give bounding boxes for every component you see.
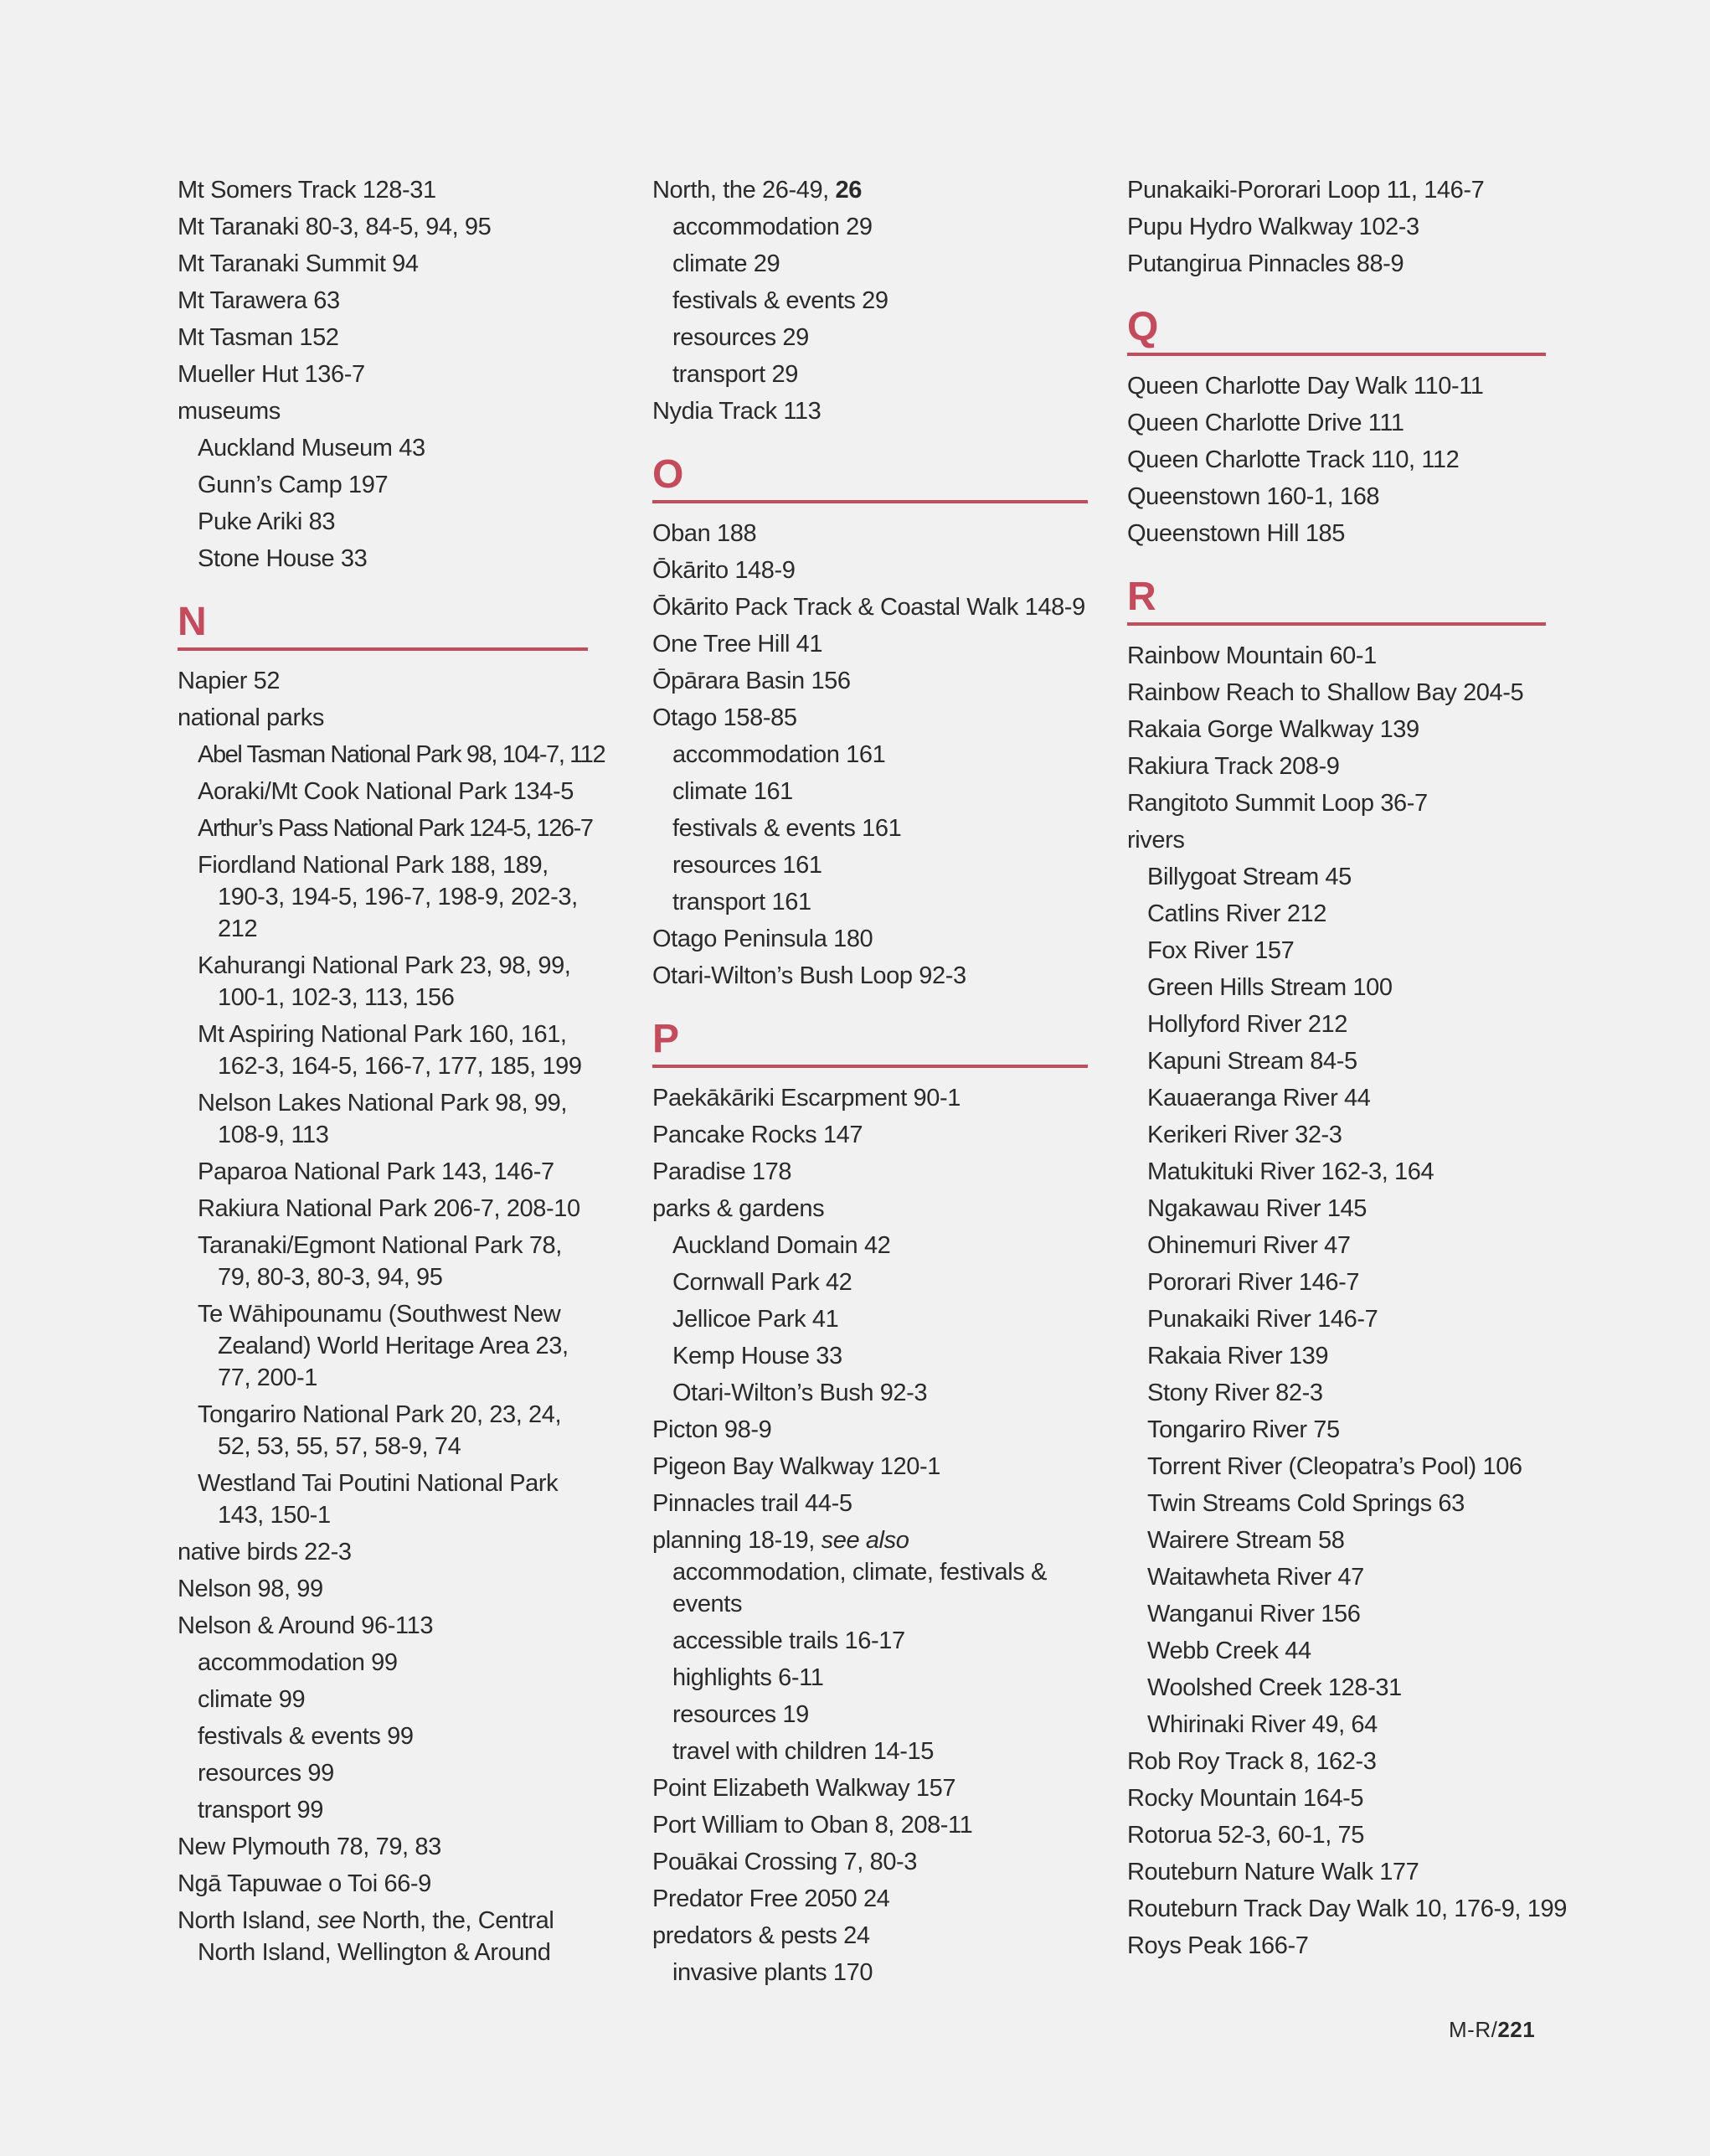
index-subentry: Ngakawau River 145 <box>1147 1195 1367 1222</box>
index-entry: rivers <box>1127 827 1185 854</box>
index-entry <box>652 172 1088 209</box>
index-subentry: accommodation 29 <box>672 214 873 240</box>
index-entry: Napier 52 <box>178 668 281 694</box>
index-subentry: Paparoa National Park 143, 146-7 <box>198 1158 554 1185</box>
index-subentry: climate 29 <box>672 250 780 277</box>
section-letter: Q <box>1127 305 1159 349</box>
index-entry: Pinnacles trail 44-5 <box>652 1490 852 1517</box>
index-entry: Rangitoto Summit Loop 36-7 <box>1127 790 1428 817</box>
index-entry: Roys Peak 166-7 <box>1127 1932 1309 1959</box>
index-entry: Putangirua Pinnacles 88-9 <box>1127 250 1404 277</box>
entry-text: planning 18-19, <box>652 1527 822 1554</box>
index-entry: Port William to Oban 8, 208-11 <box>652 1812 973 1839</box>
index-subentry: Rakaia River 139 <box>1147 1343 1329 1369</box>
index-entry: Rainbow Reach to Shallow Bay 204-5 <box>1127 679 1524 706</box>
index-entry: Paradise 178 <box>652 1158 792 1185</box>
index-entry: Mt Taranaki 80-3, 84-5, 94, 95 <box>178 214 492 240</box>
index-subentry: climate 161 <box>672 778 793 805</box>
index-subentry: festivals & events 29 <box>672 287 888 314</box>
index-subentry: Matukituki River 162-3, 164 <box>1147 1158 1434 1185</box>
index-entry: Queen Charlotte Track 110, 112 <box>1127 446 1460 473</box>
index-entry: Mt Taranaki Summit 94 <box>178 250 419 277</box>
index-subentry: Green Hills Stream 100 <box>1147 974 1393 1001</box>
index-subentry: Stone House 33 <box>198 545 368 572</box>
index-entry: Nelson 98, 99 <box>178 1576 323 1602</box>
index-subentry: Pororari River 146-7 <box>1147 1269 1360 1296</box>
section-letter-heading <box>178 599 588 651</box>
index-subentry: Auckland Museum 43 <box>198 435 425 462</box>
index-entry: New Plymouth 78, 79, 83 <box>178 1834 441 1860</box>
section-letter: O <box>652 452 684 497</box>
index-subentry: Kauaeranga River 44 <box>1147 1085 1371 1112</box>
index-entry: One Tree Hill 41 <box>652 631 823 658</box>
index-subentry: Whirinaki River 49, 64 <box>1147 1711 1378 1738</box>
index-entry: Routeburn Track Day Walk 10, 176-9, 199 <box>1127 1896 1567 1922</box>
entry-text: North, the 26-49, <box>652 177 836 204</box>
index-subentry: Twin Streams Cold Springs 63 <box>1147 1490 1465 1517</box>
index-entry: Oban 188 <box>652 520 757 547</box>
index-subentry: accommodation 161 <box>672 741 886 768</box>
index-entry: national parks <box>178 704 324 731</box>
index-subentry: Stony River 82-3 <box>1147 1380 1323 1406</box>
index-subentry: Webb Creek 44 <box>1147 1638 1311 1664</box>
index-entry: Mt Tarawera 63 <box>178 287 340 314</box>
section-letter: P <box>652 1017 680 1061</box>
index-entry: Rob Roy Track 8, 162-3 <box>1127 1748 1377 1775</box>
index-entry: Rocky Mountain 164-5 <box>1127 1785 1364 1812</box>
index-entry: Mt Tasman 152 <box>178 324 339 351</box>
index-subentry: Arthur’s Pass National Park 124-5, 126-7 <box>198 815 593 842</box>
index-subentry: Otari-Wilton’s Bush 92-3 <box>672 1380 928 1406</box>
index-subentry: resources 99 <box>198 1760 334 1787</box>
index-subentry: resources 19 <box>672 1701 809 1728</box>
index-entry: Queenstown Hill 185 <box>1127 520 1345 547</box>
index-subentry: resources 161 <box>672 852 822 879</box>
index-subentry: travel with children 14-15 <box>672 1738 934 1765</box>
index-subentry: accessible trails 16-17 <box>672 1627 905 1654</box>
index-subentry: invasive plants 170 <box>672 1959 873 1986</box>
index-subentry: Kahurangi National Park 23, 98, 99, 100-1, 102-3, 113, 156 <box>198 952 571 1011</box>
page-number: 221 <box>1497 2017 1536 2042</box>
index-subentry: Kapuni Stream 84-5 <box>1147 1048 1357 1075</box>
index-subentry: Wairere Stream 58 <box>1147 1527 1345 1554</box>
index-entry: Ōkārito 148-9 <box>652 557 796 584</box>
index-entry: native birds 22-3 <box>178 1539 352 1565</box>
index-column-1 <box>178 172 605 1971</box>
index-subentry: Woolshed Creek 128-31 <box>1147 1674 1402 1701</box>
index-subentry: festivals & events 99 <box>198 1723 414 1750</box>
index-subentry: Fox River 157 <box>1147 937 1295 964</box>
index-subentry: Taranaki/Egmont National Park 78, 79, 80-3, 80-3, 94, 95 <box>198 1232 562 1291</box>
index-entry: Rakaia Gorge Walkway 139 <box>1127 716 1419 743</box>
index-entry: predators & pests 24 <box>652 1922 870 1949</box>
index-subentry: Tongariro River 75 <box>1147 1416 1340 1443</box>
index-entry: Ngā Tapuwae o Toi 66-9 <box>178 1870 431 1897</box>
index-subentry: Cornwall Park 42 <box>672 1269 852 1296</box>
index-entry: Rainbow Mountain 60-1 <box>1127 642 1377 669</box>
entry-bold-page: 26 <box>835 177 862 204</box>
index-entry: Otari-Wilton’s Bush Loop 92-3 <box>652 962 966 989</box>
index-subentry: highlights 6-11 <box>672 1664 824 1691</box>
index-subentry: festivals & events 161 <box>672 815 902 842</box>
index-subentry: Catlins River 212 <box>1147 900 1327 927</box>
index-entry: Ōkārito Pack Track & Coastal Walk 148-9 <box>652 594 1085 621</box>
index-entry: Pancake Rocks 147 <box>652 1122 863 1148</box>
index-subentry: Torrent River (Cleopatra’s Pool) 106 <box>1147 1453 1522 1480</box>
see-reference: see <box>317 1907 356 1934</box>
index-subentry: Auckland Domain 42 <box>672 1232 891 1259</box>
index-entry: Point Elizabeth Walkway 157 <box>652 1775 956 1802</box>
index-entry <box>652 1522 1088 1622</box>
index-entry: Rotorua 52-3, 60-1, 75 <box>1127 1822 1364 1849</box>
index-entry: Queenstown 160-1, 168 <box>1127 483 1380 510</box>
index-subentry: Aoraki/Mt Cook National Park 134-5 <box>198 778 574 805</box>
index-subentry: Rakiura National Park 206-7, 208-10 <box>198 1195 580 1222</box>
index-subentry: Puke Ariki 83 <box>198 508 336 535</box>
index-column-2 <box>652 172 1088 1991</box>
index-subentry: Wanganui River 156 <box>1147 1601 1361 1627</box>
index-entry: Nelson & Around 96-113 <box>178 1612 434 1639</box>
section-letter-heading <box>1127 574 1546 626</box>
index-entry: Predator Free 2050 24 <box>652 1885 890 1912</box>
index-entry: Punakaiki-Pororari Loop 11, 146-7 <box>1127 177 1485 204</box>
index-subentry: Westland Tai Poutini National Park 143, 150-1 <box>198 1470 559 1529</box>
index-entry: Pouākai Crossing 7, 80-3 <box>652 1849 918 1875</box>
index-entry: Mueller Hut 136-7 <box>178 361 365 388</box>
index-subentry: transport 161 <box>672 889 811 916</box>
index-subentry: Kerikeri River 32-3 <box>1147 1122 1342 1148</box>
section-letter: N <box>178 600 207 644</box>
index-entry: Mt Somers Track 128-31 <box>178 177 436 204</box>
index-subentry: Punakaiki River 146-7 <box>1147 1306 1378 1333</box>
index-subentry: Jellicoe Park 41 <box>672 1306 839 1333</box>
index-entry: Pupu Hydro Walkway 102-3 <box>1127 214 1419 240</box>
index-subentry: Nelson Lakes National Park 98, 99, 108-9, 113 <box>198 1090 567 1148</box>
index-entry: Picton 98-9 <box>652 1416 772 1443</box>
index-entry: Ōpārara Basin 156 <box>652 668 851 694</box>
page-folio <box>1449 2017 1535 2043</box>
index-entry: Otago Peninsula 180 <box>652 926 873 952</box>
section-letter-heading <box>1127 304 1546 356</box>
index-subentry: transport 29 <box>672 361 798 388</box>
index-subentry: transport 99 <box>198 1797 323 1823</box>
index-subentry: climate 99 <box>198 1686 306 1713</box>
folio-section: M-R/ <box>1449 2017 1498 2042</box>
entry-text-cont: accommodation, climate, festivals & events <box>672 1559 1047 1617</box>
index-entry: Otago 158-85 <box>652 704 797 731</box>
see-reference: see also <box>821 1527 909 1554</box>
index-entry: parks & gardens <box>652 1195 825 1222</box>
index-subentry: Hollyford River 212 <box>1147 1011 1347 1038</box>
index-entry: Queen Charlotte Day Walk 110-11 <box>1127 373 1484 400</box>
index-subentry: accommodation 99 <box>198 1649 398 1676</box>
index-subentry: Billygoat Stream 45 <box>1147 864 1352 890</box>
index-subentry: Gunn’s Camp 197 <box>198 472 389 498</box>
index-entry: Paekākāriki Escarpment 90-1 <box>652 1085 961 1112</box>
index-subentry: Waitawheta River 47 <box>1147 1564 1364 1591</box>
index-column-3 <box>1127 172 1567 1964</box>
index-entry: Pigeon Bay Walkway 120-1 <box>652 1453 940 1480</box>
section-letter-heading <box>652 451 1088 503</box>
index-entry: Routeburn Nature Walk 177 <box>1127 1859 1419 1885</box>
section-letter: R <box>1127 575 1156 619</box>
entry-text-cont: North, the, Central North Island, Wellington & Around <box>198 1907 554 1966</box>
index-subentry: resources 29 <box>672 324 809 351</box>
index-subentry: Tongariro National Park 20, 23, 24, 52, 53, 55, 57, 58-9, 74 <box>198 1401 562 1460</box>
index-subentry: Mt Aspiring National Park 160, 161, 162-3, 164-5, 166-7, 177, 185, 199 <box>198 1021 582 1080</box>
index-entry: Queen Charlotte Drive 111 <box>1127 410 1404 436</box>
index-entry: Nydia Track 113 <box>652 398 822 425</box>
index-subentry: Ohinemuri River 47 <box>1147 1232 1351 1259</box>
entry-text: North Island, <box>178 1907 317 1934</box>
index-subentry: Abel Tasman National Park 98, 104-7, 112 <box>198 741 605 768</box>
index-entry: museums <box>178 398 281 425</box>
index-subentry: Kemp House 33 <box>672 1343 842 1369</box>
index-entry <box>178 1902 588 1971</box>
section-letter-heading <box>652 1016 1088 1068</box>
index-entry: Rakiura Track 208-9 <box>1127 753 1340 780</box>
index-subentry: Te Wāhipounamu (Southwest New Zealand) World Heritage Area 23, 77, 200-1 <box>198 1301 569 1391</box>
index-subentry: Fiordland National Park 188, 189, 190-3, 194-5, 196-7, 198-9, 202-3, 212 <box>198 852 578 942</box>
